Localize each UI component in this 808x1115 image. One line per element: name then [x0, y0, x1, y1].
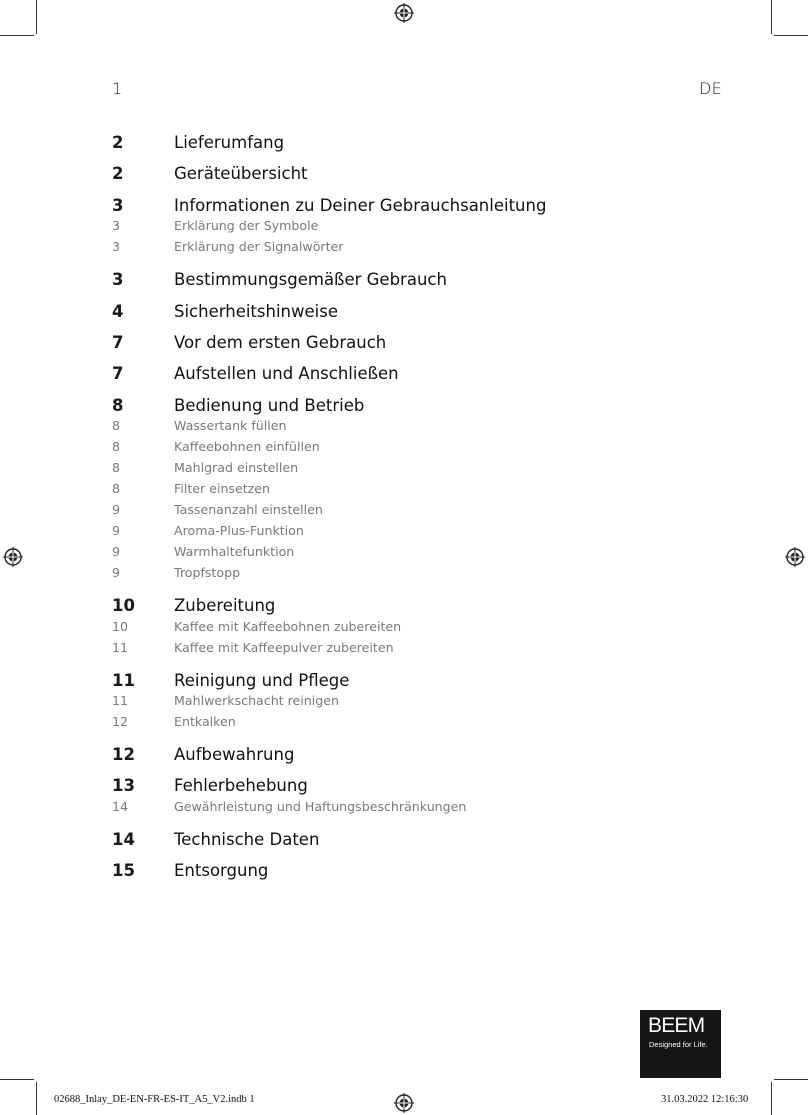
toc-title: Entsorgung	[174, 861, 269, 881]
toc-page-number: 2	[112, 164, 124, 184]
toc-subentry	[112, 460, 732, 481]
toc-subentry	[112, 239, 732, 260]
toc-entry	[112, 164, 732, 195]
toc-page-number: 11	[112, 692, 129, 708]
registration-mark-icon	[394, 3, 414, 23]
toc-title: Tassenanzahl einstellen	[174, 502, 323, 518]
crop-mark	[0, 1079, 34, 1080]
toc-page-number: 7	[112, 364, 124, 384]
toc-page-number: 15	[112, 861, 135, 881]
toc-page-number: 12	[112, 744, 135, 764]
logo-brand: BEEM	[648, 1014, 705, 1037]
toc-page-number: 14	[112, 798, 129, 814]
crop-mark	[771, 0, 772, 34]
crop-mark	[36, 0, 37, 34]
toc-title: Tropfstopp	[174, 565, 241, 581]
print-slug-file: 02688_Inlay_DE-EN-FR-ES-IT_A5_V2.indb 1	[54, 1094, 255, 1105]
toc-title: Technische Daten	[174, 829, 320, 849]
toc-title: Reinigung und Pflege	[174, 670, 350, 690]
toc-subentry	[112, 418, 732, 439]
toc-page-number: 9	[112, 544, 121, 560]
registration-mark-icon	[3, 547, 23, 567]
toc-title: Wassertank füllen	[174, 418, 287, 434]
toc-subentry	[112, 523, 732, 544]
toc-title: Mahlgrad einstellen	[174, 460, 299, 476]
toc-page-number: 9	[112, 565, 121, 581]
toc-page-number: 4	[112, 301, 124, 321]
toc-subentry	[112, 714, 732, 735]
toc-title: Warmhaltefunktion	[174, 544, 295, 560]
toc-title: Informationen zu Deiner Gebrauchsanleitung	[174, 195, 547, 215]
language-code: DE	[699, 79, 723, 98]
toc-entry	[112, 333, 732, 364]
toc-entry	[112, 745, 732, 776]
registration-mark-icon	[785, 547, 805, 567]
toc-title: Bedienung und Betrieb	[174, 395, 365, 415]
toc-page-number: 10	[112, 618, 129, 634]
toc-subentry	[112, 439, 732, 460]
toc-subentry	[112, 799, 732, 820]
toc-page-number: 7	[112, 332, 124, 352]
toc-title: Kaffee mit Kaffeebohnen zubereiten	[174, 618, 402, 634]
toc-title: Kaffeebohnen einfüllen	[174, 439, 320, 455]
toc-title: Geräteübersicht	[174, 164, 308, 184]
toc-subentry	[112, 693, 732, 714]
toc-entry	[112, 364, 732, 395]
toc-title: Vor dem ersten Gebrauch	[174, 332, 387, 352]
toc-entry	[112, 302, 732, 333]
toc-title: Kaffee mit Kaffeepulver zubereiten	[174, 639, 394, 655]
toc-entry	[112, 270, 732, 301]
toc-entry	[112, 861, 732, 892]
toc-page-number: 13	[112, 776, 135, 796]
toc-title: Sicherheitshinweise	[174, 301, 338, 321]
toc-title: Lieferumfang	[174, 133, 285, 152]
toc-subentry	[112, 502, 732, 523]
crop-mark	[774, 1079, 808, 1080]
toc-title: Zubereitung	[174, 596, 276, 616]
crop-mark	[0, 35, 34, 36]
toc-page-number: 8	[112, 418, 121, 434]
toc-subentry	[112, 640, 732, 661]
registration-mark-icon	[394, 1093, 414, 1113]
toc-subentry	[112, 481, 732, 502]
toc-subentry	[112, 565, 732, 586]
toc-page-number: 8	[112, 481, 121, 497]
toc-page-number: 8	[112, 460, 121, 476]
beem-logo	[640, 1010, 721, 1078]
toc-title: Mahlwerkschacht reinigen	[174, 692, 339, 708]
toc-page-number: 12	[112, 713, 129, 729]
page-number: 1	[112, 79, 123, 98]
toc-page-number: 3	[112, 239, 121, 255]
toc-page-number: 14	[112, 829, 135, 849]
print-slug-date: 31.03.2022 12:16:30	[661, 1094, 749, 1105]
toc-title: Aufbewahrung	[174, 744, 295, 764]
table-of-contents	[112, 133, 732, 892]
toc-page-number: 10	[112, 596, 135, 616]
toc-title: Aufstellen und Anschließen	[174, 364, 399, 384]
toc-entry	[112, 830, 732, 861]
toc-subentry	[112, 619, 732, 640]
toc-entry	[112, 133, 732, 164]
toc-title: Bestimmungsgemäßer Gebrauch	[174, 270, 447, 290]
toc-page-number: 9	[112, 502, 121, 518]
toc-subentry	[112, 218, 732, 239]
toc-page-number: 3	[112, 195, 124, 215]
toc-title: Erklärung der Signalwörter	[174, 239, 344, 255]
toc-page-number: 3	[112, 218, 121, 234]
toc-page-number: 8	[112, 395, 124, 415]
toc-title: Fehlerbehebung	[174, 776, 308, 796]
crop-mark	[771, 1082, 772, 1115]
toc-page-number: 2	[112, 133, 124, 152]
toc-title: Aroma-Plus-Funktion	[174, 523, 304, 539]
toc-page-number: 9	[112, 523, 121, 539]
crop-mark	[774, 35, 808, 36]
toc-page-number: 11	[112, 639, 129, 655]
toc-title: Entkalken	[174, 713, 236, 729]
toc-page-number: 3	[112, 270, 124, 290]
toc-page-number: 11	[112, 670, 135, 690]
logo-tagline: Designed for Life.	[649, 1040, 708, 1049]
toc-page-number: 8	[112, 439, 121, 455]
toc-title: Erklärung der Symbole	[174, 218, 319, 234]
toc-title: Gewährleistung und Haftungsbeschränkungen	[174, 798, 467, 814]
toc-title: Filter einsetzen	[174, 481, 271, 497]
toc-subentry	[112, 544, 732, 565]
crop-mark	[36, 1082, 37, 1115]
